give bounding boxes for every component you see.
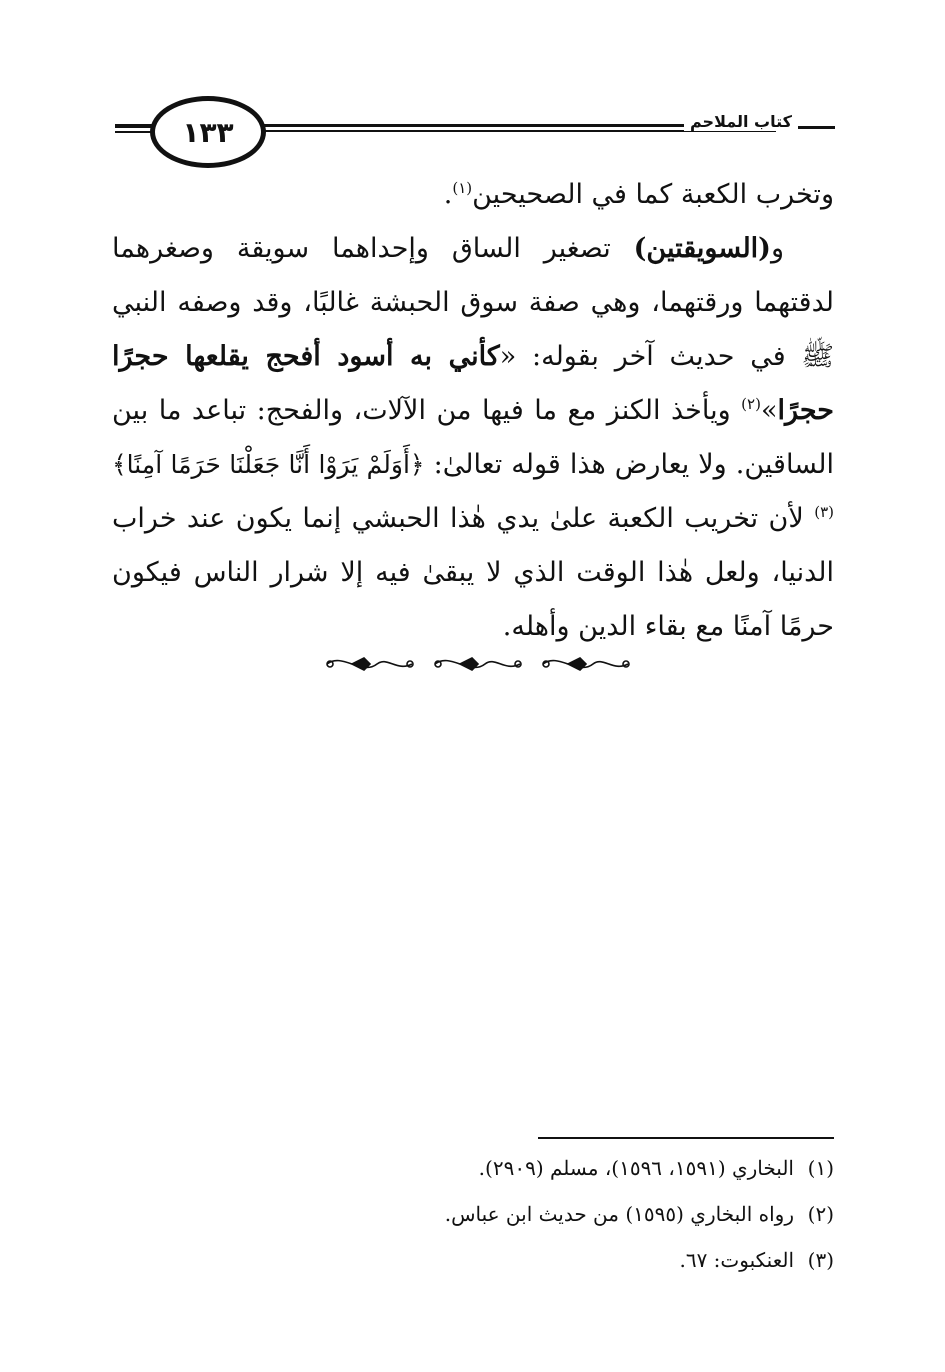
footnote-ref-3: (٣)	[814, 503, 834, 521]
paragraph-2-text: تصغير الساق وإحداهما سويقة وصغرهما لدقتهما ورقتهما، وهي صفة سوق الحبشة غالبًا، وقد وصفه النبي ﷺ في حديث آخر بقوله: «	[112, 233, 835, 372]
footnote-1	[300, 1145, 834, 1191]
page-number-circle	[150, 96, 266, 168]
page-header	[100, 96, 845, 176]
quran-verse: ﴿أَوَلَمْ يَرَوْا أَنَّا جَعَلْنَا حَرَمًا آمِنًا﴾	[112, 450, 425, 479]
main-text	[112, 168, 834, 654]
footnote-number: (٢)	[807, 1202, 834, 1226]
footnote-number: (٣)	[807, 1248, 834, 1272]
footnote-text: رواه البخاري (١٥٩٥) من حديث ابن عباس.	[444, 1202, 794, 1226]
paragraph-1-end: .	[443, 179, 453, 210]
footnote-ref-2: (٢)	[741, 395, 761, 413]
footnote-3	[300, 1237, 834, 1283]
paragraph-1	[112, 168, 834, 222]
footnotes	[300, 1145, 834, 1283]
footnote-number: (١)	[807, 1156, 834, 1180]
footnote-separator	[538, 1137, 834, 1139]
ornament-divider-icon	[322, 650, 632, 678]
footnote-text: البخاري (١٥٩١، ١٥٩٦)، مسلم (٢٩٠٩).	[478, 1156, 794, 1180]
quote-close: »	[760, 395, 778, 426]
paragraph-1-text: وتخرب الكعبة كما في الصحيحين	[472, 179, 834, 210]
paragraph-2-open: و	[770, 233, 784, 264]
paragraph-2	[112, 222, 834, 654]
bold-term: (السويقتين)	[633, 233, 771, 264]
hadith-quote: كأني به أسود أفحج يقلعها حجرًا حجرًا	[112, 341, 834, 426]
page-number: ١٣٣	[182, 115, 234, 149]
footnote-text: العنكبوت: ٦٧.	[679, 1248, 794, 1272]
footnote-2	[300, 1191, 834, 1237]
paragraph-2-rest: ويأخذ الكنز مع ما فيها من الآلات، والفحج: تباعد ما بين الساقين. ولا يعارض هذا قوله تعالىٰ:	[112, 395, 834, 480]
footnote-ref-1: (١)	[452, 179, 473, 197]
running-title: كتاب الملاحم	[684, 112, 798, 131]
paragraph-2-end: لأن تخريب الكعبة علىٰ يدي هٰذا الحبشي إنما يكون عند خراب الدنيا، ولعل هٰذا الوقت الذي لا يبقىٰ فيه إلا شرار الناس فيكون حرمًا آمنًا مع بقاء الدين وأهله.	[112, 503, 834, 642]
